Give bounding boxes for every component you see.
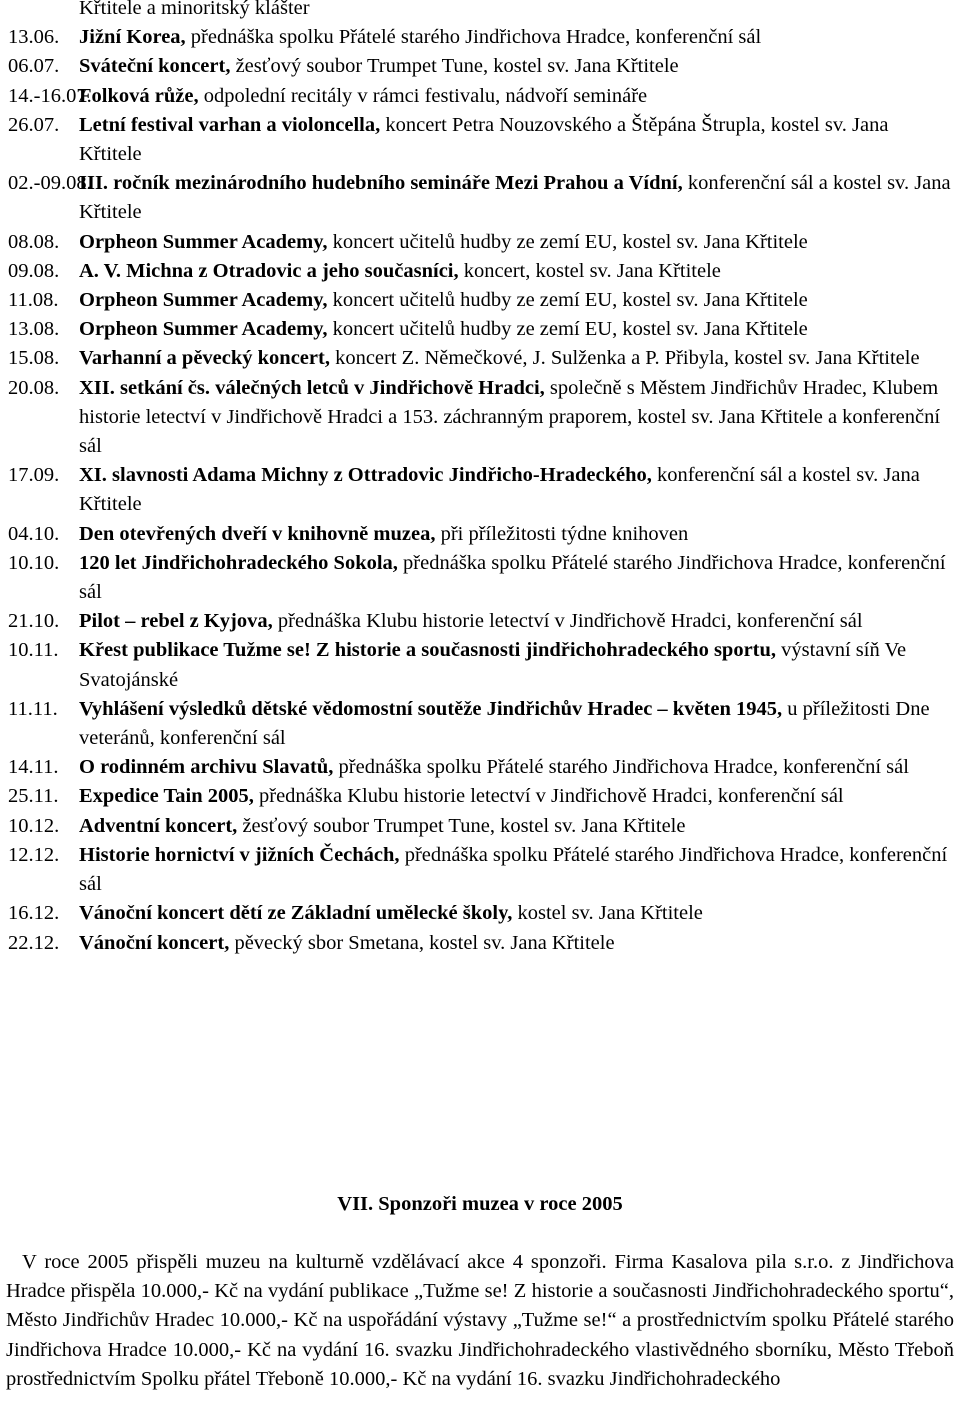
event-text — [79, 607, 954, 636]
event-date: 12.12. — [8, 843, 60, 866]
event-date: 09.08. — [8, 259, 60, 282]
event-row — [8, 0, 954, 23]
event-title: XI. slavnosti Adama Michny z Ottradovic Jindřicho-Hradeckého, — [79, 464, 652, 487]
event-details: Křtitele a minoritský klášter — [79, 0, 310, 19]
event-details: konferenční sál a kostel sv. Jana Křtitele — [79, 464, 920, 516]
event-text — [79, 286, 954, 315]
event-text — [79, 929, 954, 958]
event-title: Folková růže, — [79, 84, 199, 107]
event-row — [8, 812, 954, 841]
event-title: O rodinném archivu Slavatů, — [79, 756, 334, 779]
event-row — [8, 782, 954, 811]
event-details: koncert učitelů hudby ze zemí EU, kostel sv. Jana Křtitele — [327, 230, 808, 253]
event-row — [8, 695, 954, 753]
event-date: 26.07. — [8, 113, 60, 136]
event-title: XII. setkání čs. válečných letců v Jindřichově Hradci, — [79, 376, 545, 399]
event-details: koncert učitelů hudby ze zemí EU, kostel sv. Jana Křtitele — [327, 318, 808, 341]
event-date: 13.06. — [8, 26, 60, 49]
event-details: žesťový soubor Trumpet Tune, kostel sv. Jana Křtitele — [237, 814, 686, 837]
event-row — [8, 228, 954, 257]
event-date: 14.-16.07. — [8, 84, 92, 107]
event-details: u příležitosti Dne veteránů, konferenční sál — [79, 697, 930, 750]
event-row — [8, 753, 954, 782]
event-text — [79, 23, 954, 52]
event-date: 10.11. — [8, 639, 59, 662]
event-text — [79, 841, 954, 899]
event-title: Adventní koncert, — [79, 814, 238, 837]
event-details: kostel sv. Jana Křtitele — [512, 902, 703, 925]
event-date: 10.10. — [8, 551, 60, 574]
event-title: Varhanní a pěvecký koncert, — [79, 347, 330, 370]
event-text — [79, 344, 954, 373]
event-text — [79, 82, 954, 111]
event-text — [79, 52, 954, 81]
event-row — [8, 461, 954, 519]
event-row — [8, 549, 954, 607]
event-details: konferenční sál a kostel sv. Jana Křtitele — [79, 172, 951, 224]
event-date: 11.08. — [8, 289, 59, 312]
event-title: Expedice Tain 2005, — [79, 785, 254, 808]
event-text — [79, 782, 954, 811]
event-title: Vánoční koncert, — [79, 931, 230, 954]
event-text — [79, 899, 954, 928]
event-title: Vyhlášení výsledků dětské vědomostní soutěže Jindřichův Hradec – květen 1945, — [79, 697, 783, 720]
event-date: 21.10. — [8, 610, 60, 633]
event-details: přednáška spolku Přátelé starého Jindřichova Hradce, konferenční sál — [79, 551, 946, 604]
event-row — [8, 111, 954, 169]
event-row — [8, 899, 954, 928]
event-date: 02.-09.08. — [8, 172, 92, 195]
event-details: výstavní síň Ve Svatojánské — [79, 639, 907, 691]
event-date: 14.11. — [8, 756, 59, 779]
event-title: III. ročník mezinárodního hudebního semináře Mezi Prahou a Vídní, — [79, 172, 683, 195]
event-text — [79, 315, 954, 344]
event-row — [8, 315, 954, 344]
event-row — [8, 82, 954, 111]
event-text — [79, 520, 954, 549]
event-row — [8, 636, 954, 694]
event-row — [8, 374, 954, 462]
event-details: koncert Petra Nouzovského a Štěpána Štrupla, kostel sv. Jana Křtitele — [79, 113, 889, 166]
event-text — [79, 695, 954, 753]
event-row — [8, 257, 954, 286]
event-date: 20.08. — [8, 376, 60, 399]
event-date: 22.12. — [8, 931, 60, 954]
event-title: Vánoční koncert dětí ze Základní umělecké školy, — [79, 902, 513, 925]
event-row — [8, 23, 954, 52]
event-title: Sváteční koncert, — [79, 55, 231, 78]
event-row — [8, 169, 954, 227]
event-details: koncert, kostel sv. Jana Křtitele — [458, 259, 721, 282]
event-date: 11.11. — [8, 697, 58, 720]
event-date: 17.09. — [8, 464, 60, 487]
event-date: 15.08. — [8, 347, 60, 370]
events-list — [8, 0, 954, 958]
event-date: 25.11. — [8, 785, 59, 808]
event-title: Letní festival varhan a violoncella, — [79, 113, 381, 136]
event-text — [79, 374, 954, 462]
event-details: koncert Z. Němečkové, J. Sulženka a P. Přibyla, kostel sv. Jana Křtitele — [329, 347, 920, 370]
event-details: společně s Městem Jindřichův Hradec, Klubem historie letectví v Jindřichově Hradci a 153. záchranným praporem, kostel sv. Jana Křtitele a konferenční sál — [79, 376, 941, 458]
event-details: přednáška spolku Přátelé starého Jindřichova Hradce, konferenční sál — [185, 26, 762, 49]
event-details: při příležitosti týdne knihoven — [435, 522, 689, 545]
event-date: 13.08. — [8, 318, 60, 341]
event-text — [79, 111, 954, 169]
event-row — [8, 52, 954, 81]
event-text — [79, 169, 954, 227]
event-text — [79, 753, 954, 782]
event-details: přednáška spolku Přátelé starého Jindřichova Hradce, konferenční sál — [79, 843, 948, 896]
event-title: Historie hornictví v jižních Čechách, — [79, 843, 400, 866]
event-date: 16.12. — [8, 902, 60, 925]
event-row — [8, 607, 954, 636]
event-title: Orpheon Summer Academy, — [79, 230, 328, 253]
event-title: Jižní Korea, — [79, 26, 186, 49]
event-details: přednáška Klubu historie letectví v Jindřichově Hradci, konferenční sál — [253, 785, 844, 808]
event-row — [8, 520, 954, 549]
event-title: Orpheon Summer Academy, — [79, 289, 328, 312]
event-text — [79, 812, 954, 841]
event-details: odpolední recitály v rámci festivalu, nádvoří semináře — [198, 84, 648, 107]
event-text — [79, 257, 954, 286]
event-row — [8, 344, 954, 373]
event-text — [79, 636, 954, 694]
event-row — [8, 929, 954, 958]
section-heading: VII. Sponzoři muzea v roce 2005 — [337, 1193, 623, 1215]
event-details: přednáška spolku Přátelé starého Jindřichova Hradce, konferenční sál — [333, 756, 909, 779]
event-title: 120 let Jindřichohradeckého Sokola, — [79, 551, 398, 574]
event-text — [79, 461, 954, 519]
event-details: přednáška Klubu historie letectví v Jindřichově Hradci, konferenční sál — [272, 610, 863, 633]
event-date — [8, 0, 79, 23]
event-text — [79, 228, 954, 257]
event-title: Den otevřených dveří v knihovně muzea, — [79, 522, 436, 545]
sponsors-paragraph: V roce 2005 přispěli muzeu na kulturně vzdělávací akce 4 sponzoři. Firma Kasalova pila s.r.o. z Jindřichova Hradce přispěla 10.000,- Kč na vydání publikace „Tužme se! Z historie a současnosti Jindřichohradeckého sportu“, Město Jindřichův Hradec 10.000,- Kč na uspořádání výstavy „Tužme se!“ a prostřednictvím spolku Přátelé starého Jindřichova Hradce 10.000,- Kč na vydání 16. svazku Jindřichohradeckého vlastivědného sborníku, Město Třeboň prostřednictvím Spolku přátel Třeboně 10.000,- Kč na vydání 16. svazku Jindřichohradeckého — [6, 1251, 954, 1390]
event-text — [79, 549, 954, 607]
event-row — [8, 286, 954, 315]
event-details: žesťový soubor Trumpet Tune, kostel sv. Jana Křtitele — [230, 55, 679, 78]
event-date: 08.08. — [8, 230, 60, 253]
event-title: Pilot – rebel z Kyjova, — [79, 610, 273, 633]
event-date: 06.07. — [8, 55, 60, 78]
event-text — [79, 0, 954, 23]
event-date: 10.12. — [8, 814, 60, 837]
event-details: koncert učitelů hudby ze zemí EU, kostel sv. Jana Křtitele — [327, 289, 808, 312]
event-details: pěvecký sbor Smetana, kostel sv. Jana Křtitele — [229, 931, 615, 954]
event-date: 04.10. — [8, 522, 60, 545]
event-title: Orpheon Summer Academy, — [79, 318, 328, 341]
event-title: Křest publikace Tužme se! Z historie a současnosti jindřichohradeckého sportu, — [79, 639, 777, 662]
event-title: A. V. Michna z Otradovic a jeho současníci, — [79, 259, 459, 282]
event-row — [8, 841, 954, 899]
